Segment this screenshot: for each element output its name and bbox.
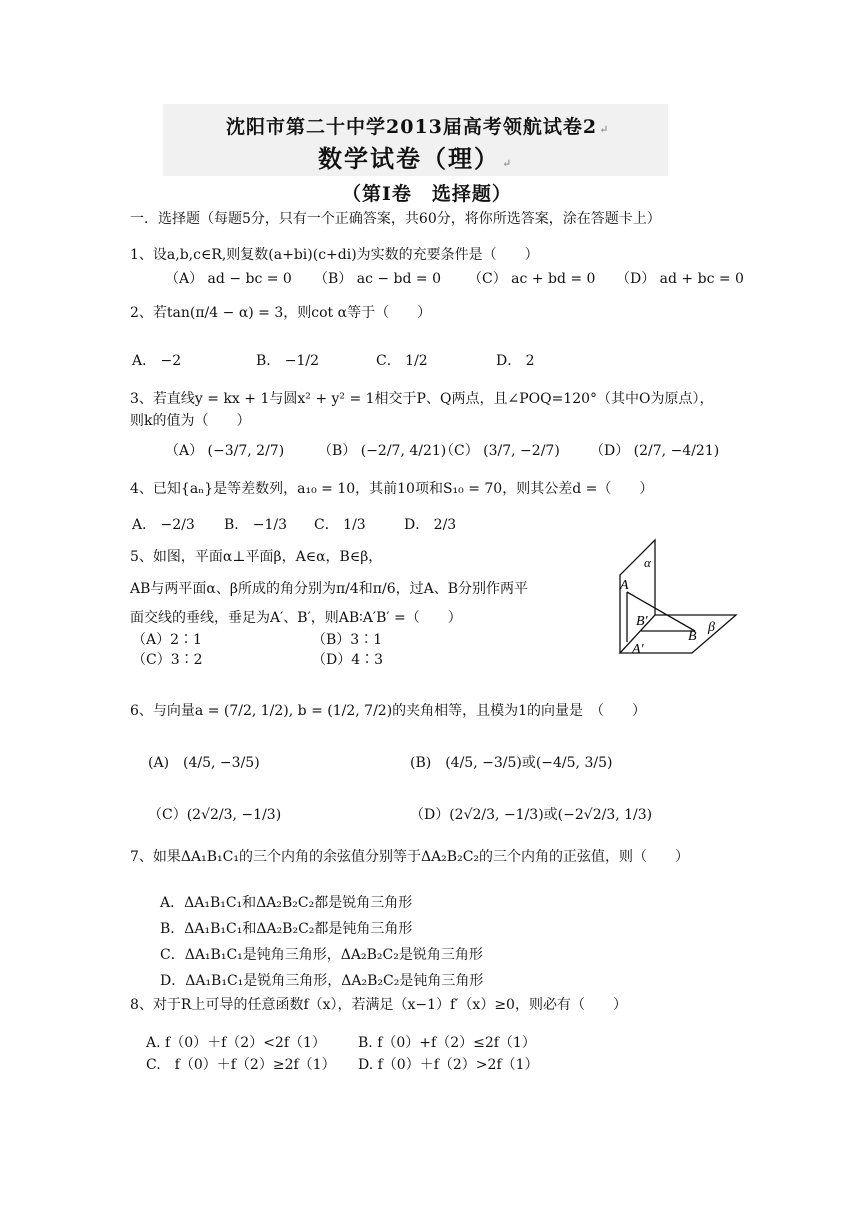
label-alpha: α — [644, 555, 651, 570]
question-8-stem: 8、对于R上可导的任意函数f（x），若满足（x−1）f′（x）≥0，则必有（ ） — [130, 997, 627, 1013]
question-5-option-c[interactable]: （C）3∶2 — [132, 652, 203, 668]
question-8-option-b[interactable]: B. f（0）+f（2）≤2f（1） — [358, 1035, 536, 1051]
question-4-stem: 4、已知{aₙ}是等差数列，a₁₀ = 10，其前10项和S₁₀ = 70，则其公差d =（ ） — [130, 481, 654, 497]
question-5-option-a[interactable]: （A）2∶1 — [132, 632, 202, 648]
question-2-option-b[interactable]: B． −1/2 — [256, 353, 319, 369]
question-1-option-c[interactable]: （C） ac + bd = 0 — [468, 271, 596, 287]
label-a: A — [620, 578, 629, 593]
exam-title-line2: 数学试卷（理） ↵ — [318, 144, 514, 173]
question-4-option-d[interactable]: D． 2/3 — [404, 517, 457, 533]
label-b-prime: B′ — [636, 614, 648, 629]
question-6-option-c[interactable]: （C）(2√2/3, −1/3) — [148, 807, 282, 823]
question-6-option-d[interactable]: （D）(2√2/3, −1/3)或(−2√2/3, 1/3) — [410, 807, 653, 823]
question-1-option-b[interactable]: （B） ac − bd = 0 — [314, 271, 442, 287]
question-4-option-c[interactable]: C． 1/3 — [314, 517, 366, 533]
question-3-stem-line2: 则k的值为（ ） — [130, 413, 251, 429]
question-7-option-b[interactable]: B．ΔA₁B₁C₁和ΔA₂B₂C₂都是钝角三角形 — [160, 921, 413, 937]
question-5-figure — [610, 535, 740, 660]
question-5-line3: 面交线的垂线，垂足为A′、B′，则AB∶A′B′ =（ ） — [130, 610, 462, 626]
question-7-option-d[interactable]: D．ΔA₁B₁C₁是锐角三角形，ΔA₂B₂C₂是钝角三角形 — [160, 973, 484, 989]
question-3-option-c[interactable]: （C） (3/7, −2/7) — [440, 443, 560, 459]
question-4-option-a[interactable]: A． −2/3 — [132, 517, 195, 533]
question-7-stem: 7、如果ΔA₁B₁C₁的三个内角的余弦值分别等于ΔA₂B₂C₂的三个内角的正弦值，则（ ） — [130, 849, 690, 865]
question-1-stem: 1、设a,b,c∈R,则复数(a+bi)(c+di)为实数的充要条件是（ ） — [130, 247, 539, 263]
question-2-option-a[interactable]: A． −2 — [132, 353, 182, 369]
question-3-option-a[interactable]: （A） (−3/7, 2/7) — [165, 443, 285, 459]
question-3-option-b[interactable]: （B） (−2/7, 4/21) — [318, 443, 447, 459]
section-instructions: 一．选择题（每题5分，只有一个正确答案，共60分，将你所选答案，涂在答题卡上） — [130, 211, 661, 227]
label-a-prime: A′ — [632, 642, 644, 657]
question-3-stem-line1: 3、若直线y = kx + 1与圆x² + y² = 1相交于P、Q两点，且∠POQ=120°（其中O为原点）， — [130, 391, 714, 407]
question-6-option-a[interactable]: (A) (4/5, −3/5) — [148, 755, 260, 771]
question-4-option-b[interactable]: B． −1/3 — [224, 517, 287, 533]
question-1-option-a[interactable]: （A） ad − bc = 0 — [165, 271, 292, 287]
question-5-line1: 5、如图，平面α⊥平面β，A∈α，B∈β， — [130, 549, 383, 565]
question-6-option-b[interactable]: (B) (4/5, −3/5)或(−4/5, 3/5) — [410, 755, 613, 771]
question-8-option-c[interactable]: C. f（0）＋f（2）≥2f（1） — [146, 1057, 336, 1073]
question-5-option-d[interactable]: （D）4∶3 — [312, 652, 384, 668]
question-2-option-c[interactable]: C． 1/2 — [376, 353, 428, 369]
question-7-option-a[interactable]: A．ΔA₁B₁C₁和ΔA₂B₂C₂都是锐角三角形 — [160, 895, 413, 911]
question-8-option-a[interactable]: A. f（0）＋f（2）<2f（1） — [146, 1035, 326, 1051]
question-6-stem: 6、与向量a = (7/2, 1/2), b = (1/2, 7/2)的夹角相等，且模为1的向量是 （ ） — [130, 703, 647, 719]
question-2-stem: 2、若tan(π/4 − α) = 3，则cot α等于（ ） — [130, 305, 432, 321]
question-7-option-c[interactable]: C．ΔA₁B₁C₁是钝角三角形，ΔA₂B₂C₂是锐角三角形 — [160, 947, 483, 963]
label-b: B — [688, 629, 697, 644]
question-3-option-d[interactable]: （D） (2/7, −4/21) — [590, 443, 720, 459]
label-beta: β — [708, 620, 715, 635]
question-5-option-b[interactable]: （B）3∶1 — [312, 632, 383, 648]
question-1-option-d[interactable]: （D） ad + bc = 0 — [616, 271, 744, 287]
question-5-line2: AB与两平面α、β所成的角分别为π/4和π/6，过A、B分别作两平 — [130, 581, 528, 597]
question-2-option-d[interactable]: D． 2 — [496, 353, 535, 369]
exam-part-title: （第Ⅰ卷 选择题） — [342, 183, 512, 205]
exam-title-line1: 沈阳市第二十中学2013届高考领航试卷2 ↵ — [226, 116, 610, 138]
question-8-option-d[interactable]: D. f（0）＋f（2）>2f（1） — [358, 1057, 539, 1073]
